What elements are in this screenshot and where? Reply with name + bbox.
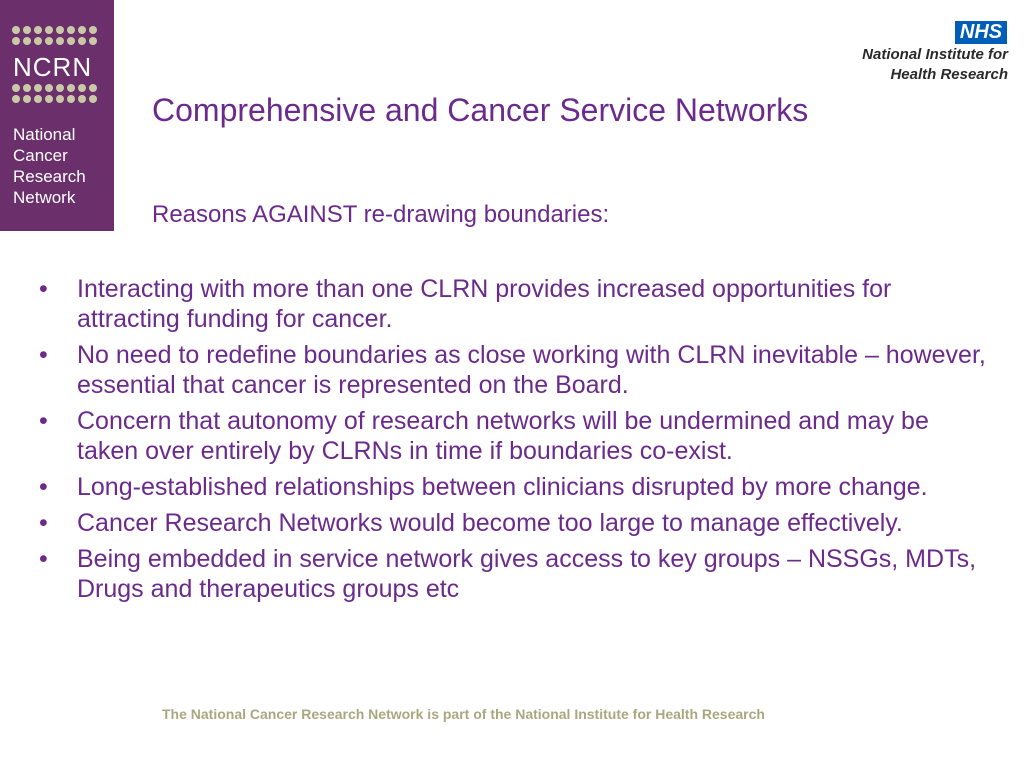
list-item — [39, 508, 994, 538]
nihr-name-line2: Health Research — [890, 66, 1008, 83]
logo-name-line: Research — [13, 167, 86, 186]
list-item-text: Cancer Research Networks would become too large to manage effectively. — [77, 509, 903, 537]
ncrn-logo — [0, 0, 114, 231]
list-item — [39, 544, 994, 604]
nhs-logo: NHS — [955, 21, 1007, 44]
list-item — [39, 406, 994, 466]
logo-name-line: Network — [13, 188, 76, 207]
bullet-icon: • — [39, 275, 48, 303]
logo-dots-top — [12, 26, 100, 48]
list-item — [39, 472, 994, 502]
list-item-text: Interacting with more than one CLRN provides increased opportunities for attracting funding for cancer. — [77, 275, 892, 333]
logo-dots-bottom — [12, 84, 100, 106]
slide-title: Comprehensive and Cancer Service Networks — [152, 92, 809, 128]
list-item-text: Long-established relationships between clinicians disrupted by more change. — [77, 473, 928, 501]
list-item-text: Being embedded in service network gives access to key groups – NSSGs, MDTs, Drugs and therapeutics groups etc — [77, 545, 977, 603]
bullet-icon: • — [39, 407, 48, 435]
logo-name — [13, 124, 86, 208]
list-item-text: No need to redefine boundaries as close working with CLRN inevitable – however, essential that cancer is represented on the Board. — [77, 341, 986, 399]
bullet-icon: • — [39, 509, 48, 537]
slide-subtitle: Reasons AGAINST re-drawing boundaries: — [152, 201, 610, 228]
bullet-icon: • — [39, 545, 48, 573]
logo-name-line: National — [13, 125, 76, 144]
list-item-text: Concern that autonomy of research networks will be undermined and may be taken over entirely by CLRNs in time if boundaries co-exist. — [77, 407, 929, 465]
bullet-icon: • — [39, 473, 48, 501]
list-item — [39, 274, 994, 334]
nihr-name-line1: National Institute for — [862, 46, 1008, 63]
logo-name-line: Cancer — [13, 146, 68, 165]
bullet-list — [39, 274, 994, 610]
footer-text: The National Cancer Research Network is part of the National Institute for Health Research — [162, 706, 765, 722]
list-item — [39, 340, 994, 400]
bullet-icon: • — [39, 341, 48, 369]
logo-acronym: NCRN — [13, 52, 93, 82]
